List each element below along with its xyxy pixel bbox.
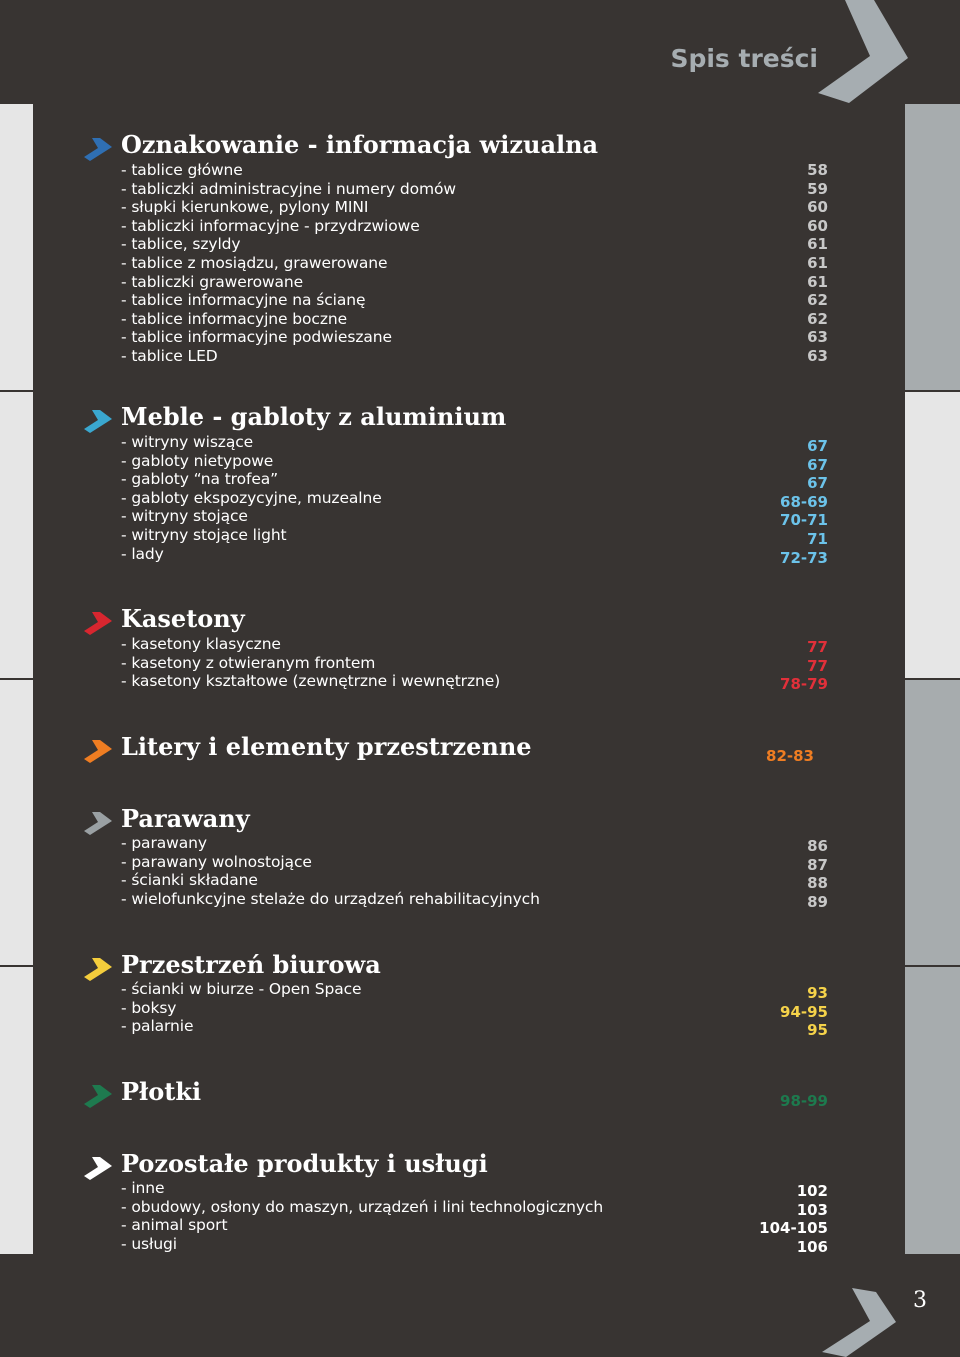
page-reference: 77	[807, 656, 828, 675]
page-reference: 62	[807, 291, 828, 310]
page-numbers	[807, 837, 828, 911]
list-item: - gabloty ekspozycyjne, muzealne	[121, 488, 382, 507]
list-item: - witryny wiszące	[121, 433, 254, 451]
page-reference: 58	[807, 161, 828, 179]
list-item: - ścianki składane	[121, 871, 258, 890]
page-reference: 67	[807, 474, 828, 493]
list-item: - kasetony kształtowe (zewnętrzne i wewnętrzne)	[121, 672, 501, 691]
list-item: - tablice informacyjne podwieszane	[121, 328, 392, 347]
page-reference: 98-99	[780, 1092, 828, 1110]
list-item: - słupki kierunkowe, pylony MINI	[121, 198, 369, 217]
list-item: - palarnie	[121, 1017, 194, 1036]
list-item: - tabliczki grawerowane	[121, 272, 304, 291]
list-item: - parawany	[121, 834, 207, 852]
page-reference: 106	[796, 1237, 828, 1256]
side-tab	[905, 392, 960, 678]
list-item: - animal sport	[121, 1216, 228, 1235]
section-items	[121, 433, 382, 563]
list-item: - gabloty “na trofea”	[121, 470, 279, 489]
chevron-decoration-icon	[812, 0, 912, 106]
list-item: - tablice informacyjne na ścianę	[121, 291, 366, 310]
section-items	[121, 161, 456, 366]
list-item: - tabliczki informacyjne - przydrzwiowe	[121, 216, 420, 235]
page-reference: 61	[807, 235, 828, 254]
section-title: Litery i elementy przestrzenne	[121, 732, 532, 761]
page-reference: 63	[807, 346, 828, 365]
section-items	[121, 980, 361, 1036]
page-reference: 60	[807, 216, 828, 235]
chevron-decoration-icon	[822, 1288, 898, 1357]
page-reference: 82-83	[766, 747, 814, 765]
page-reference: 89	[807, 892, 828, 911]
side-tab	[0, 680, 33, 965]
chevron-yellow-icon	[84, 958, 112, 982]
section-title: Kasetony	[121, 604, 245, 633]
page-reference: 67	[807, 455, 828, 474]
list-item: - tablice informacyjne boczne	[121, 309, 348, 328]
page-numbers	[780, 1092, 828, 1111]
section-items	[121, 635, 500, 691]
page-reference: 67	[807, 437, 828, 455]
list-item: - kasetony klasyczne	[121, 635, 281, 653]
section-items	[121, 1179, 603, 1253]
page-reference: 103	[796, 1200, 828, 1219]
page-reference: 68-69	[780, 492, 828, 511]
side-tab	[0, 392, 33, 678]
page-reference: 78-79	[780, 675, 828, 694]
list-item: - tablice LED	[121, 346, 218, 365]
chevron-white-icon	[84, 1157, 112, 1181]
list-item: - tablice główne	[121, 161, 243, 179]
page-reference: 61	[807, 253, 828, 272]
list-item: - ścianki w biurze - Open Space	[121, 980, 362, 998]
page-reference: 102	[796, 1182, 828, 1200]
page-reference: 77	[807, 638, 828, 656]
section-title: Oznakowanie - informacja wizualna	[121, 130, 599, 159]
chevron-blue-icon	[84, 138, 112, 162]
side-tab	[905, 967, 960, 1254]
section-title: Meble - gabloty z aluminium	[121, 402, 507, 431]
list-item: - usługi	[121, 1234, 177, 1253]
chevron-green-icon	[84, 1085, 112, 1109]
page-reference: 63	[807, 328, 828, 347]
page-reference: 86	[807, 837, 828, 855]
section-title: Płotki	[121, 1077, 202, 1106]
chevron-red-icon	[84, 612, 112, 636]
list-item: - witryny stojące	[121, 507, 248, 526]
page-reference: 95	[807, 1021, 828, 1040]
page-title: Spis treści	[670, 44, 818, 73]
list-item: - boksy	[121, 998, 177, 1017]
page-numbers	[780, 437, 828, 567]
page-reference: 59	[807, 179, 828, 198]
list-item: - tablice z mosiądzu, grawerowane	[121, 253, 388, 272]
chevron-orange-icon	[84, 740, 112, 764]
page-reference: 60	[807, 198, 828, 217]
page-reference: 70-71	[780, 511, 828, 530]
page-numbers	[780, 984, 828, 1040]
side-tab	[0, 104, 33, 390]
page-numbers	[807, 161, 828, 366]
list-item: - lady	[121, 544, 164, 563]
page-numbers	[766, 747, 814, 766]
page-reference: 71	[807, 529, 828, 548]
section-items	[121, 834, 540, 908]
page-numbers	[759, 1182, 828, 1256]
side-tab	[905, 680, 960, 965]
list-item: - witryny stojące light	[121, 525, 287, 544]
page-reference: 72-73	[780, 548, 828, 567]
chevron-grey-icon	[84, 812, 112, 836]
section-title: Przestrzeń biurowa	[121, 950, 381, 979]
side-tab	[905, 104, 960, 390]
list-item: - wielofunkcyjne stelaże do urządzeń rehabilitacyjnych	[121, 889, 540, 908]
page-reference: 61	[807, 272, 828, 291]
page-numbers	[780, 638, 828, 694]
section-title: Parawany	[121, 804, 250, 833]
list-item: - parawany wolnostojące	[121, 852, 312, 871]
page-reference: 93	[807, 984, 828, 1002]
page-number: 3	[913, 1288, 927, 1313]
side-tab	[0, 967, 33, 1254]
list-item: - obudowy, osłony do maszyn, urządzeń i lini technologicznych	[121, 1197, 604, 1216]
page-reference: 62	[807, 309, 828, 328]
page-reference: 104-105	[759, 1219, 828, 1238]
list-item: - gabloty nietypowe	[121, 451, 274, 470]
page-reference: 88	[807, 874, 828, 893]
section-title: Pozostałe produkty i usługi	[121, 1149, 488, 1178]
list-item: - tablice, szyldy	[121, 235, 241, 254]
page-reference: 94-95	[780, 1002, 828, 1021]
list-item: - inne	[121, 1179, 165, 1197]
page-reference: 87	[807, 855, 828, 874]
list-item: - kasetony z otwieranym frontem	[121, 653, 376, 672]
list-item: - tabliczki administracyjne i numery domów	[121, 179, 456, 198]
chevron-cyan-icon	[84, 410, 112, 434]
